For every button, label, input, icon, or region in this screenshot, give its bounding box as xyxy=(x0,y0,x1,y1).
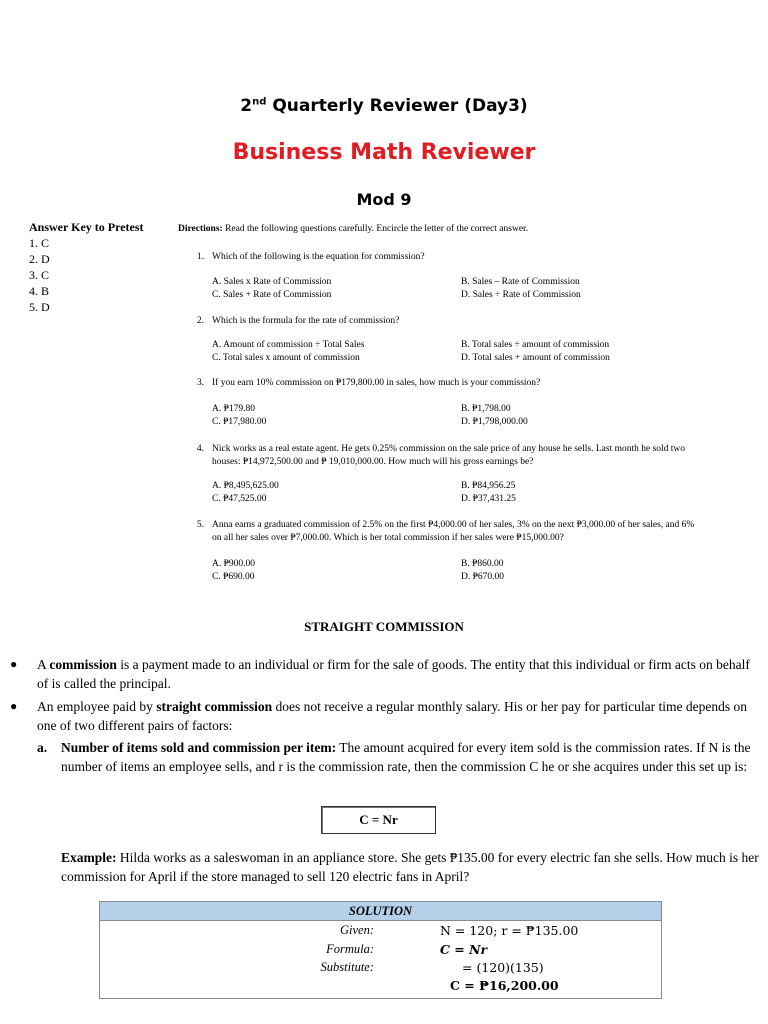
option-a: A. ₱900.00 xyxy=(212,559,256,569)
question-number: 5. xyxy=(196,520,204,530)
sub-item-a: a. Number of items sold and commission per item: The amount acquired for every item sold is the commission rates. If N is the number of items an employee sells, and r is the commission rate, then the commission C he or she acquires under this set up is: xyxy=(37,740,751,774)
option-b: B. Total sales ÷ amount of commission xyxy=(461,340,610,350)
option-d: D. Sales ÷ Rate of Commission xyxy=(461,290,581,300)
question-number: 2. xyxy=(196,316,204,326)
bullet-icon: ● xyxy=(10,699,18,713)
option-d: D. ₱1,798,000.00 xyxy=(461,417,528,427)
reviewer-day-title: 2nd Quarterly Reviewer (Day3) xyxy=(240,96,528,116)
example: Example: Hilda works as a saleswoman in an appliance store. She gets ₱135.00 for every electric fan she sells. How much is her commission for April if the store managed to sell 120 electric fans in April? xyxy=(61,850,759,884)
document-title: Business Math Reviewer xyxy=(232,140,536,165)
question-text: Which is the formula for the rate of commission? xyxy=(212,316,400,326)
module-title: Mod 9 xyxy=(356,190,412,209)
option-c: C. ₱17,980.00 xyxy=(212,417,267,427)
section-title: STRAIGHT COMMISSION xyxy=(304,619,464,634)
answer-key-item: 5. D xyxy=(29,300,50,314)
answer-key-item: 1. C xyxy=(29,236,50,250)
answer-key-title: Answer Key to Pretest xyxy=(29,220,144,234)
bullet-straight-commission: ● An employee paid by straight commission does not receive a regular monthly salary. His or her pay for particular time depends on one of two different pairs of factors: xyxy=(10,699,747,733)
answer-key-item: 3. C xyxy=(29,268,50,282)
option-b: B. ₱1,798.00 xyxy=(461,404,511,414)
question-text: If you earn 10% commission on ₱179,800.00 in sales, how much is your commission? xyxy=(212,378,541,388)
bullet-icon: ● xyxy=(10,657,18,671)
solution-header: SOLUTION xyxy=(100,902,661,921)
question-text: Which of the following is the equation for commission? xyxy=(212,252,425,262)
question-text: Nick works as a real estate agent. He gets 0.25% commission on the sale price of any house he sells. Last month he sold two houses: ₱14,972,500.00 and ₱ 19,010,000.00. How much will his gross earnings be? xyxy=(212,444,686,467)
option-b: B. Sales – Rate of Commission xyxy=(461,277,580,287)
bullet-commission: ● A commission is a payment made to an individual or firm for the sale of goods. The entity that this individual or firm acts on behalf of is called the principal. xyxy=(10,657,750,691)
option-a: A. Sales x Rate of Commission xyxy=(212,277,332,287)
answer-key-item: 2. D xyxy=(29,252,50,266)
formula-box: C = Nr xyxy=(321,806,436,834)
option-d: D. Total sales + amount of commission xyxy=(461,353,610,363)
sub-item-label: a. xyxy=(37,740,48,755)
option-a: A. ₱179.80 xyxy=(212,404,256,414)
question-number: 4. xyxy=(196,444,204,454)
answer-key-item: 4. B xyxy=(29,284,50,298)
option-c: C. Sales + Rate of Commission xyxy=(212,290,332,300)
option-d: D. ₱670.00 xyxy=(461,572,505,582)
question-text: Anna earns a graduated commission of 2.5% on the first ₱4,000.00 of her sales, 3% on the next ₱3,000.00 of her sales, and 6% on all her sales over ₱7,000.00. Which is her total commission if her sales were ₱15,000.00? xyxy=(212,520,695,543)
question-number: 3. xyxy=(196,378,204,388)
option-c: C. Total sales x amount of commission xyxy=(212,353,360,363)
option-a: A. ₱8,495,625.00 xyxy=(212,481,279,491)
option-d: D. ₱37,431.25 xyxy=(461,494,516,504)
option-b: B. ₱860.00 xyxy=(461,559,504,569)
solution-table: SOLUTION Given: N = 120; r = ₱135.00 Formula: C = Nr Substitute: = (120)(135) C = ₱16,200.00 xyxy=(99,901,662,999)
option-c: C. ₱47,525.00 xyxy=(212,494,267,504)
question-number: 1. xyxy=(196,252,204,262)
option-a: A. Amount of commission ÷ Total Sales xyxy=(212,340,365,350)
option-b: B. ₱84,956.25 xyxy=(461,481,516,491)
answer-key xyxy=(29,219,144,315)
directions: Directions: Read the following questions carefully. Encircle the letter of the correct answer. xyxy=(178,224,529,234)
option-c: C. ₱690.00 xyxy=(212,572,255,582)
